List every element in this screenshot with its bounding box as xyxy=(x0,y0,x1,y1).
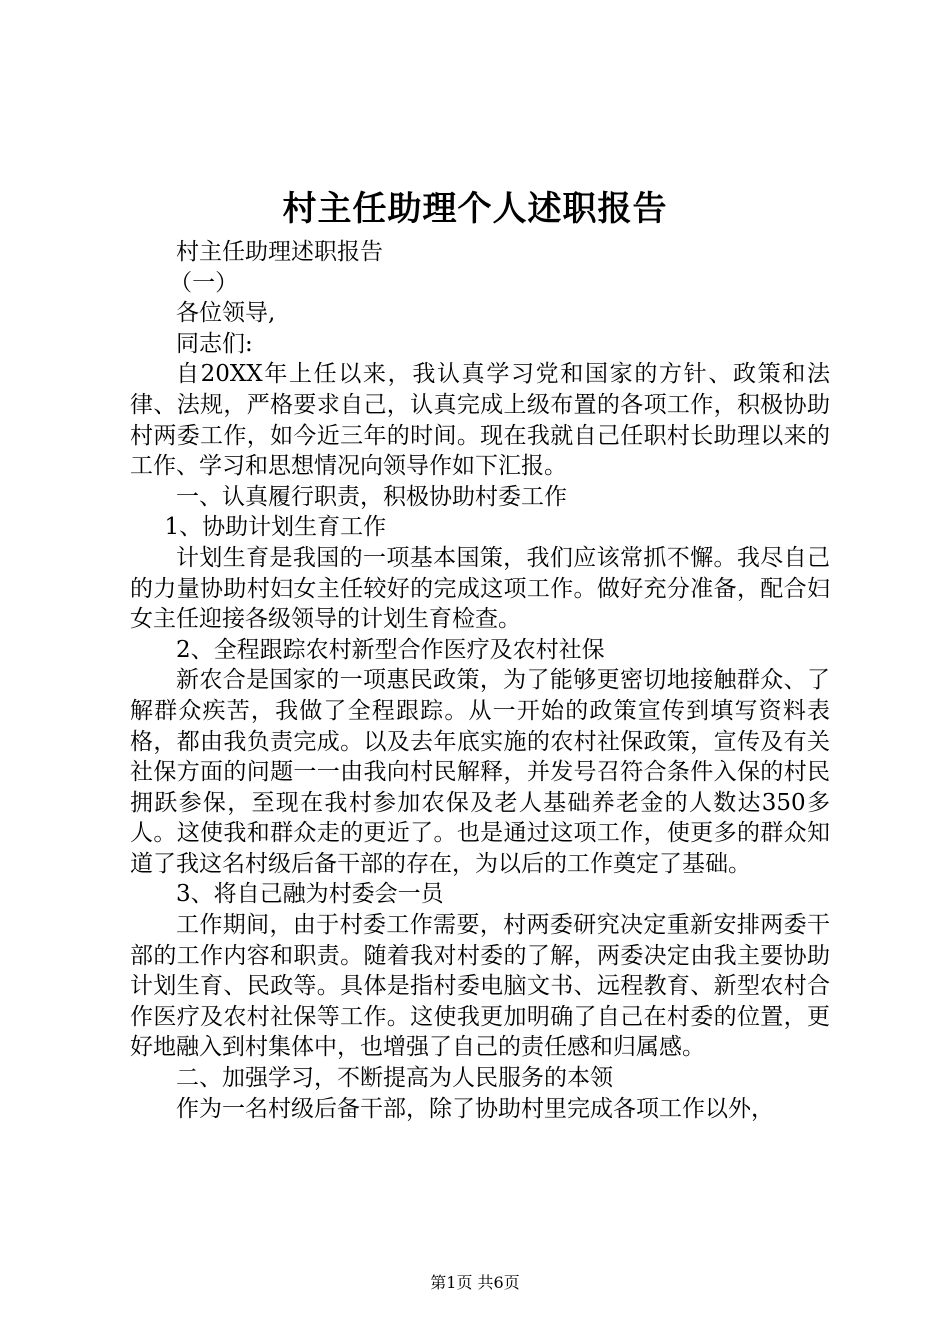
paragraph-heading-1: 一、认真履行职责，积极协助村委工作 xyxy=(176,483,567,510)
paragraph-family-planning: 计划生育是我国的一项基本国策，我们应该常抓不懈。我尽自己的力量协助村妇女主任较好的完成这项工作。做好充分准备，配合妇女主任迎接各级领导的计划生育检查。 xyxy=(130,544,830,633)
paragraph-subheading-3: 3、将自己融为村委会一员 xyxy=(176,881,444,908)
paragraph-subheading-1: 1、协助计划生育工作 xyxy=(164,514,387,541)
paragraph-salutation-comrades: 同志们: xyxy=(176,330,253,357)
document-title: 村主任助理个人述职报告 xyxy=(282,189,668,229)
paragraph-intro: 自20XX年上任以来，我认真学习党和国家的方针、政策和法律、法规，严格要求自己，认真完成上级布置的各项工作，积极协助村两委工作，如今近三年的时间。现在我就自己任职村长助理以来的工作、学习和思想情况向领导作如下汇报。 xyxy=(130,361,830,480)
paragraph-village-committee: 工作期间，由于村委工作需要，村两委研究决定重新安排两委干部的工作内容和职责。随着我对村委的了解，两委决定由我主要协助计划生育、民政等。具体是指村委电脑文书、远程教育、新型农村合作医疗及农村社保等工作。这使我更加明确了自己在村委的位置，更好地融入到村集体中，也增强了自己的责任感和归属感。 xyxy=(130,912,830,1061)
document-body xyxy=(130,237,830,1124)
paragraph-subheading-2: 2、全程跟踪农村新型合作医疗及农村社保 xyxy=(176,636,605,663)
page-footer: 第1页 共6页 xyxy=(430,1273,520,1292)
paragraph-heading-2: 二、加强学习，不断提高为人民服务的本领 xyxy=(176,1065,613,1092)
paragraph-medical-social-security: 新农合是国家的一项惠民政策，为了能够更密切地接触群众、了解群众疾苦，我做了全程跟踪。从一开始的政策宣传到填写资料表格，都由我负责完成。以及去年底实施的农村社保政策，宣传及有关社保方面的问题一一由我向村民解释，并发号召符合条件入保的村民拥跃参保，至现在我村参加农保及老人基础养老金的人数达350多人。这使我和群众走的更近了。也是通过这项工作，使更多的群众知道了我这名村级后备干部的存在，为以后的工作奠定了基础。 xyxy=(130,667,830,877)
paragraph-salutation-leaders: 各位领导, xyxy=(176,300,276,327)
paragraph-section-number: （一） xyxy=(169,269,239,296)
paragraph-study: 作为一名村级后备干部，除了协助村里完成各项工作以外， xyxy=(176,1095,774,1122)
paragraph-subtitle: 村主任助理述职报告 xyxy=(176,239,383,265)
